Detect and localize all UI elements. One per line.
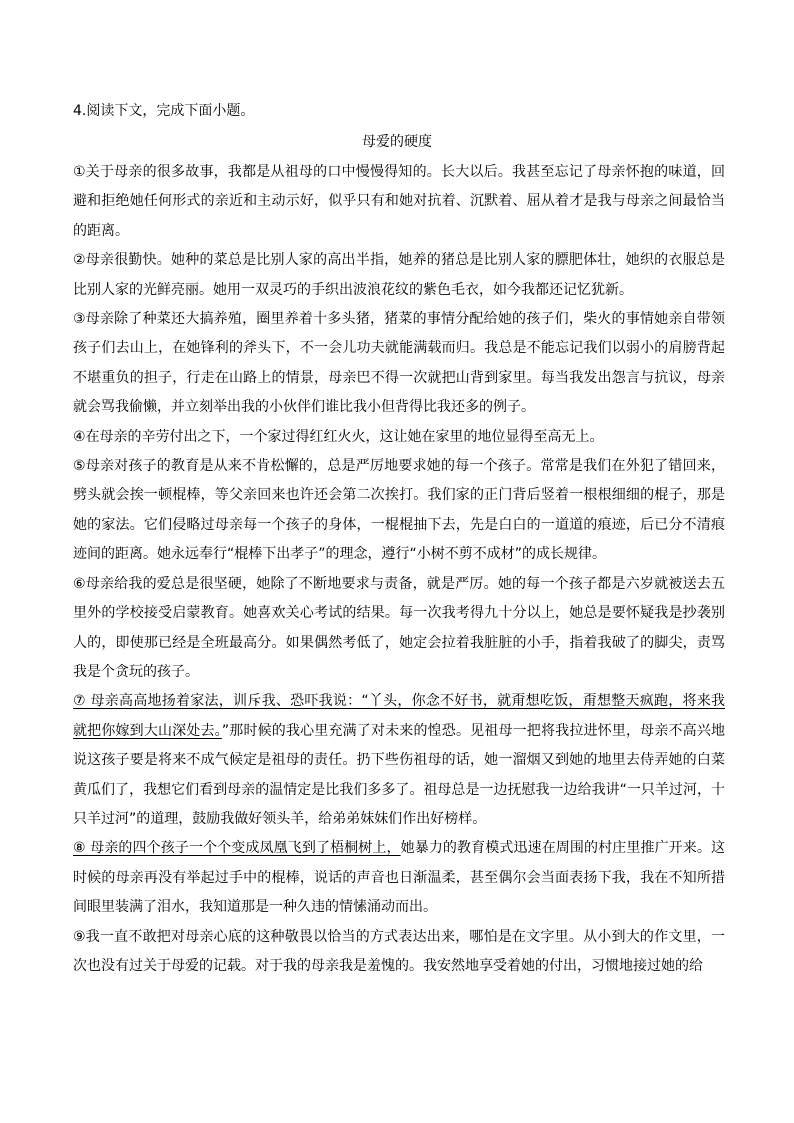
article-body (73, 158, 725, 981)
paragraph-8 (73, 834, 725, 922)
paragraph-4: ④在母亲的辛劳付出之下，一个家过得红红火火，这让她在家里的地位显得至高无上。 (73, 428, 604, 445)
underlined-sentence-8: ⑧ 母亲的四个孩子一个个变成凤凰飞到了梧桐树上， (73, 840, 401, 857)
paragraph-6: ⑥母亲给我的爱总是很坚硬，她除了不断地要求与责备，就是严厉。她的每一个孩子都是六岁就被送去五里外的学校接受启蒙教育。她喜欢关心考试的结果。每一次我考得九十分以上，她总是要怀疑我是抄袭别人的，即使那已经是全班最高分。如果偶然考低了，她定会拉着我脏脏的小手，指着我破了的脚尖，责骂我是个贪玩的孩子。 (73, 575, 725, 680)
paragraph-2: ②母亲很勤快。她种的菜总是比别人家的高出半指，她养的猪总是比别人家的膘肥体壮，她织的衣服总是比别人家的光鲜亮丽。她用一双灵巧的手织出波浪花纹的紫色毛衣，如今我都还记忆犹新。 (73, 252, 725, 298)
paragraph-9: ⑨我一直不敢把对母亲心底的这种敬畏以恰当的方式表达出来，哪怕是在文字里。从小到大的作文里，一次也没有过关于母爱的记载。对于我的母亲我是羞愧的。我安然地享受着她的付出，习惯地接过她的给 (73, 928, 725, 974)
paragraph-7 (73, 687, 725, 834)
paragraph-3: ③母亲除了种菜还大搞养殖，圈里养着十多头猪，猪菜的事情分配给她的孩子们，柴火的事情她亲自带领孩子们去山上，在她锋利的斧头下，不一会儿功夫就能满载而归。我总是不能忘记我们以弱小的肩膀背起不堪重负的担子，行走在山路上的情景，母亲巴不得一次就把山背到家里。每当我发出怨言与抗议，母亲就会骂我偷懒，并立刻举出我的小伙伴们谁比我小但背得比我还多的例子。 (73, 311, 725, 416)
paragraph-7-text: ”那时候的我心里充满了对未来的惶恐。见祖母一把将我拉进怀里，母亲不高兴地说这孩子要是将来不成气候定是祖母的责任。扔下些伤祖母的话，她一溜烟又到她的地里去侍弄她的白菜黄瓜们了，我想它们看到母亲的温情定是比我们多多了。祖母总是一边抚慰我一边给我讲“一只羊过河，十只羊过河”的道理，鼓励我做好领头羊，给弟弟妹妹们作出好榜样。 (73, 722, 725, 827)
paragraph-1: ①关于母亲的很多故事，我都是从祖母的口中慢慢得知的。长大以后。我甚至忘记了母亲怀抱的味道，回避和拒绝她任何形式的亲近和主动示好，似乎只有和她对抗着、沉默着、屈从着才是我与母亲之间最恰当的距离。 (73, 164, 725, 239)
article-title: 母爱的硬度 (362, 134, 432, 150)
paragraph-5: ⑤母亲对孩子的教育是从来不肯松懈的，总是严厉地要求她的每一个孩子。常常是我们在外犯了错回来，劈头就会挨一顿棍棒，等父亲回来也许还会第二次挨打。我们家的正门背后竖着一根根细细的棍子，那是她的家法。它们侵略过母亲每一个孩子的身体，一棍棍抽下去，先是白白的一道道的痕迹，后已分不清痕迹间的距离。她永远奉行“棍棒下出孝子”的理念，遵行“小树不剪不成材”的成长规律。 (73, 458, 725, 563)
question-heading: 4.阅读下文，完成下面小题。 (73, 103, 255, 119)
paragraph-8-text: 她暴力的教育模式迅速在周围的村庄里推广开来。这时候的母亲再没有举起过手中的棍棒，说话的声音也日渐温柔，甚至偶尔会当面表扬下我，我在不知所措间眼里装满了泪水，我知道那是一种久违的情愫涌动而出。 (73, 840, 725, 916)
underlined-sentence-7: ⑦ 母亲高高地扬着家法，训斥我、恐吓我说：“丫头，你念不好书，就甭想吃饭，甭想整天疯跑，将来我就把你嫁到大山深处去。 (73, 693, 725, 739)
